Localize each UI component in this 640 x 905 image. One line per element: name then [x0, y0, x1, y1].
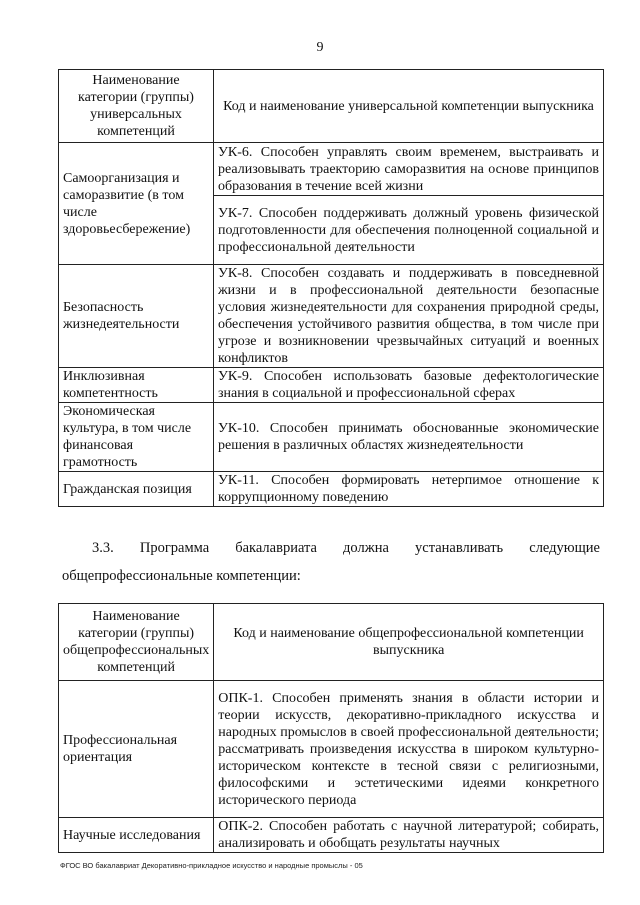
competency-cell: УК-6. Способен управлять своим временем, выстраивать и реализовывать траекторию саморазвития на основе принципов образования в течение всей жизни [214, 143, 604, 196]
category-cell: Безопасность жизнедеятельности [59, 265, 214, 368]
page-footer: ФГОС ВО бакалавриат Декоративно-прикладное искусство и народные промыслы - 05 [60, 861, 363, 870]
table-row [59, 681, 604, 818]
competency-cell: УК-8. Способен создавать и поддерживать в повседневной жизни и в профессиональной деятельности безопасные условия жизнедеятельности для сохранения природной среды, обеспечения устойчивого развития общества, в том числе при угрозе и возникновении чрезвычайных ситуаций и военных конфликтов [214, 265, 604, 368]
table-header-row [59, 604, 604, 681]
page-number: 9 [316, 40, 324, 55]
table-row [59, 143, 604, 196]
table-row [59, 472, 604, 507]
competency-cell: УК-7. Способен поддерживать должный уровень физической подготовленности для обеспечения полноценной социальной и профессиональной деятельности [214, 196, 604, 265]
table-row [59, 368, 604, 403]
header-code: Код и наименование общепрофессиональной компетенции выпускника [214, 604, 604, 681]
competency-cell: ОПК-1. Способен применять знания в области истории и теории искусств, декоративно-прикладного искусства и народных промыслов в своей профессиональной деятельности; рассматривать произведения искусства в широком культурно-историческом контексте в тесной связи с религиозными, философскими и эстетическими идеями конкретного исторического периода [214, 681, 604, 818]
section-number: 3.3. [92, 540, 114, 556]
competency-cell: УК-10. Способен принимать обоснованные экономические решения в различных областях жизнедеятельности [214, 403, 604, 472]
category-cell: Гражданская позиция [59, 472, 214, 507]
category-cell: Инклюзивная компетентность [59, 368, 214, 403]
competency-cell: УК-11. Способен формировать нетерпимое отношение к коррупционному поведению [214, 472, 604, 507]
competency-cell: УК-9. Способен использовать базовые дефектологические знания в социальной и профессиональной сферах [214, 368, 604, 403]
competency-cell: ОПК-2. Способен работать с научной литературой; собирать, анализировать и обобщать результаты научных [214, 818, 604, 853]
table-row [59, 265, 604, 368]
universal-competencies-table [58, 69, 604, 507]
header-category: Наименование категории (группы) универсальных компетенций [59, 70, 214, 143]
table-header-row [59, 70, 604, 143]
table-row [59, 403, 604, 472]
section-text: Программа бакалавриата должна устанавливать следующие [139, 540, 600, 556]
section-paragraph-cont: общепрофессиональные компетенции: [62, 568, 301, 584]
section-paragraph [62, 538, 600, 558]
category-cell: Экономическая культура, в том числе финансовая грамотность [59, 403, 214, 472]
header-category: Наименование категории (группы) общепрофессиональных компетенций [59, 604, 214, 681]
category-cell: Самоорганизация и саморазвитие (в том числе здоровьесбережение) [59, 143, 214, 265]
table-row [59, 818, 604, 853]
category-cell: Профессиональная ориентация [59, 681, 214, 818]
general-professional-competencies-table [58, 603, 604, 853]
header-code: Код и наименование универсальной компетенции выпускника [214, 70, 604, 143]
category-cell: Научные исследования [59, 818, 214, 853]
